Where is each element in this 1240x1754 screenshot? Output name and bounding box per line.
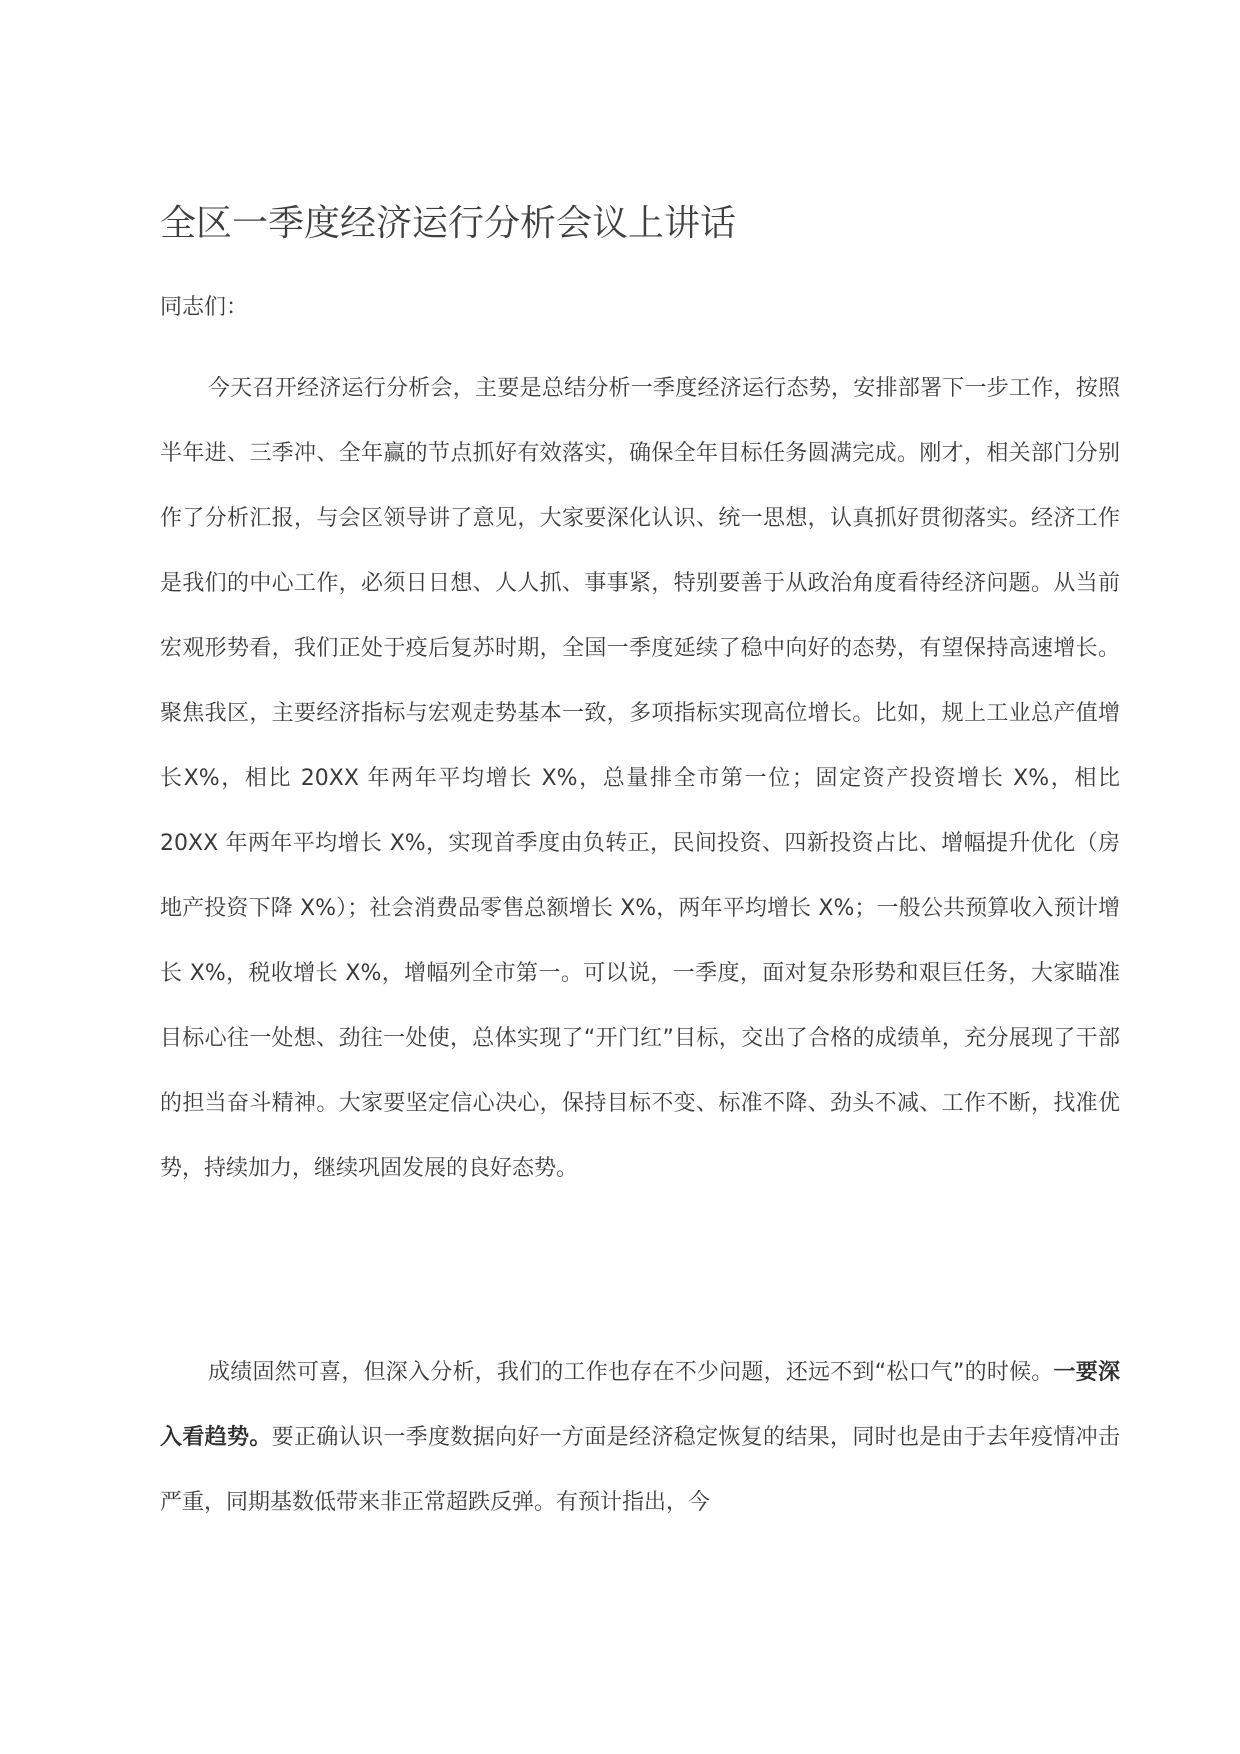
salutation: 同志们： [160, 295, 249, 320]
document-title: 全区一季度经济运行分析会议上讲话 [160, 203, 737, 244]
paragraph-2 [160, 1340, 1120, 1535]
paragraph-2-rest: 要正确认识一季度数据向好一方面是经济稳定恢复的结果，同时也是由于去年疫情冲击严重，同期基数低带来非正常超跌反弹。有预计指出，今 [160, 1425, 1120, 1515]
paragraph-2-bold-heading: 一要深入看趋势。 [160, 1360, 1120, 1450]
paragraph-1: 今天召开经济运行分析会，主要是总结分析一季度经济运行态势，安排部署下一步工作，按照半年进、三季冲、全年赢的节点抓好有效落实，确保全年目标任务圆满完成。刚才，相关部门分别作了分析汇报，与会区领导讲了意见，大家要深化认识、统一思想，认真抓好贯彻落实。经济工作是我们的中心工作，必须日日想、人人抓、事事紧，特别要善于从政治角度看待经济问题。从当前宏观形势看，我们正处于疫后复苏时期，全国一季度延续了稳中向好的态势，有望保持高速增长。聚焦我区，主要经济指标与宏观走势基本一致，多项指标实现高位增长。比如，规上工业总产值增长X%，相比 20XX 年两年平均增长 X%，总量排全市第一位；固定资产投资增长 X%，相比 20XX 年两年平均增长 X%，实现首季度由负转正，民间投资、四新投资占比、增幅提升优化（房地产投资下降 X%）；社会消费品零售总额增长 X%，两年平均增长 X%；一般公共预算收入预计增长 X%，税收增长 X%，增幅列全市第一。可以说，一季度，面对复杂形势和艰巨任务，大家瞄准目标心往一处想、劲往一处使，总体实现了“开门红”目标，交出了合格的成绩单，充分展现了干部的担当奋斗精神。大家要坚定信心决心，保持目标不变、标准不降、劲头不减、工作不断，找准优势，持续加力，继续巩固发展的良好态势。 [160, 376, 1120, 1181]
paragraph-2-intro: 成绩固然可喜，但深入分析，我们的工作也存在不少问题，还远不到“松口气”的时候。 [208, 1360, 1054, 1385]
